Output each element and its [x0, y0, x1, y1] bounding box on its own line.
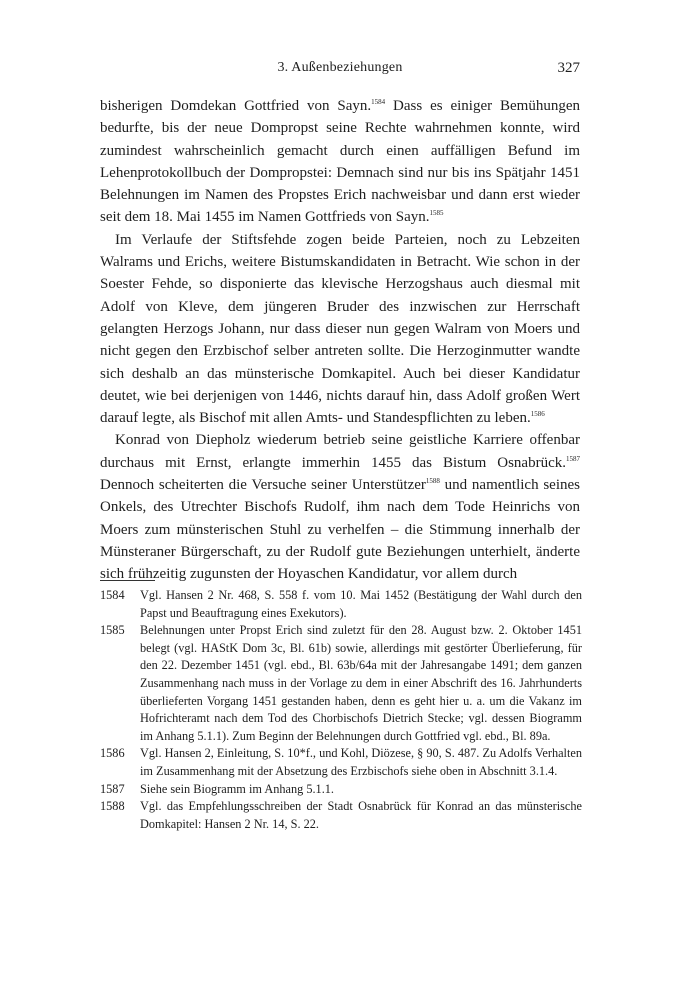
main-text — [100, 95, 580, 586]
footnote-number: 1584 — [100, 588, 125, 602]
footnote-1585 — [100, 622, 582, 745]
footnote-text: Vgl. das Empfehlungsschreiben der Stadt Osnabrück für Konrad an das münsterische Domkapitel: Hansen 2 Nr. 14, S. 22. — [140, 799, 582, 831]
footnote-text: Belehnungen unter Propst Erich sind zuletzt für den 28. August bzw. 2. Oktober 1451 belegt (vgl. HAStK Dom 3c, Bl. 61b) sowie, allerdings mit gestörter Überlieferung, für den 22. Dezember 1451 (vgl. ebd., Bl. 63b/64a mit der Jahresangabe 1491; dem ganzen Zusammenhang nach muss in der Vorlage zu dem in einer Abschrift des 16. Jahrhunderts überlieferten Vorgang 1451 gestanden haben, denn es geht hier u. a. um die Vakanz im Hofrichteramt nach dem Tod des Chorbischofs Dietrich Stecke; vgl. dessen Biogramm im Anhang 5.1.1). Zum Beginn der Belehnungen durch Gottfried vgl. ebd., Bl. 89a. — [140, 623, 582, 743]
footnote-number: 1586 — [100, 746, 125, 761]
footnote-number: 1588 — [100, 799, 125, 814]
footnote-ref-1584[interactable]: 1584 — [371, 98, 386, 106]
page-number: 327 — [557, 60, 580, 76]
paragraph-text: Konrad von Diepholz wiederum betrieb seine geistliche Karriere offenbar durchaus mit Ernst, erlangte immerhin 1455 das Bistum Osnabrück. — [100, 432, 580, 471]
footnote-text: Vgl. Hansen 2 Nr. 468, S. 558 f. vom 10. Mai 1452 (Bestätigung der Wahl durch den Papst und Beauftragung eines Exekutors). — [140, 588, 582, 620]
paragraph-text: Dennoch scheiterten die Versuche seiner Unterstützer — [100, 477, 426, 494]
paragraph-2 — [100, 229, 580, 430]
footnote-number: 1585 — [100, 623, 125, 638]
footnote-number: 1587 — [100, 781, 125, 796]
footnote-ref-1586[interactable]: 1586 — [530, 410, 545, 419]
paragraph-text: Dass es einiger Bemühungen bedurfte, bis der neue Dompropst seine Rechte wahrnehmen konnte, wird zumindest wahrscheinlich gemacht durch einen auffälligen Befund im Lehenprotokollbuch der Dompropstei: Demnach sind nur bis ins Spätjahr 1451 Belehnungen im Namen des Propstes Erich nachweisbar und dann erst wieder seit dem 18. Mai 1455 im Namen Gottfrieds von Sayn. — [100, 98, 581, 226]
footnote-ref-1587[interactable]: 1587 — [566, 454, 580, 463]
running-header — [100, 60, 580, 76]
footnote-divider — [100, 580, 155, 581]
footnote-ref-1585[interactable]: 1585 — [429, 209, 444, 218]
paragraph-3 — [100, 429, 580, 585]
footnote-1586 — [100, 745, 582, 780]
footnote-text: Vgl. Hansen 2, Einleitung, S. 10*f., und Kohl, Diözese, § 90, S. 487. Zu Adolfs Verhalten im Zusammenhang mit der Absetzung des Erzbischofs siehe oben in Abschnitt 3.1.4. — [140, 746, 582, 778]
footnote-1588 — [100, 798, 582, 833]
chapter-title: 3. Außenbeziehungen — [277, 60, 403, 75]
footnote-1584 — [100, 587, 582, 622]
paragraph-text: und namentlich seines Onkels, des Utrechter Bischofs Rudolf, ihm nach dem Tode Heinrichs von Moers zum münsterischen Stuhl zu verhelfen – die Stimmung innerhalb der Münsteraner Bürgerschaft, zu der Rudolf gute Beziehungen unterhielt, änderte sich frühzeitig zugunsten der Hoyaschen Kandidatur, vor allem durch — [100, 477, 580, 583]
footnote-1587 — [100, 781, 582, 799]
footnote-ref-1588[interactable]: 1588 — [425, 477, 440, 486]
paragraph-text: Im Verlaufe der Stiftsfehde zogen beide Parteien, noch zu Lebzeiten Walrams und Erichs, weitere Bistumskandidaten in Betracht. Wie schon in der Soester Fehde, so disponierte das klevische Herzogshaus auch diesmal mit Adolf von Kleve, dem jüngeren Bruder des inzwischen zur Herrschaft gelangten Herzogs Johann, nur dass dieser nun gegen Walram von Moers und nicht gegen den Erzbischof selber antreten sollte. Die Herzoginmutter wandte sich deshalb an das münsterische Domkapitel. Auch bei dieser Kandidatur deutet, wie bei derjenigen von 1446, nichts darauf hin, dass Adolf großen Wert darauf legte, als Bischof mit allen Amts- und Standespflichten zu leben. — [100, 231, 580, 427]
paragraph-text: bisherigen Domdekan Gottfried von Sayn. — [100, 98, 372, 114]
footnote-text: Siehe sein Biogramm im Anhang 5.1.1. — [140, 781, 334, 796]
footnotes — [100, 587, 582, 833]
paragraph-1 — [100, 95, 580, 229]
